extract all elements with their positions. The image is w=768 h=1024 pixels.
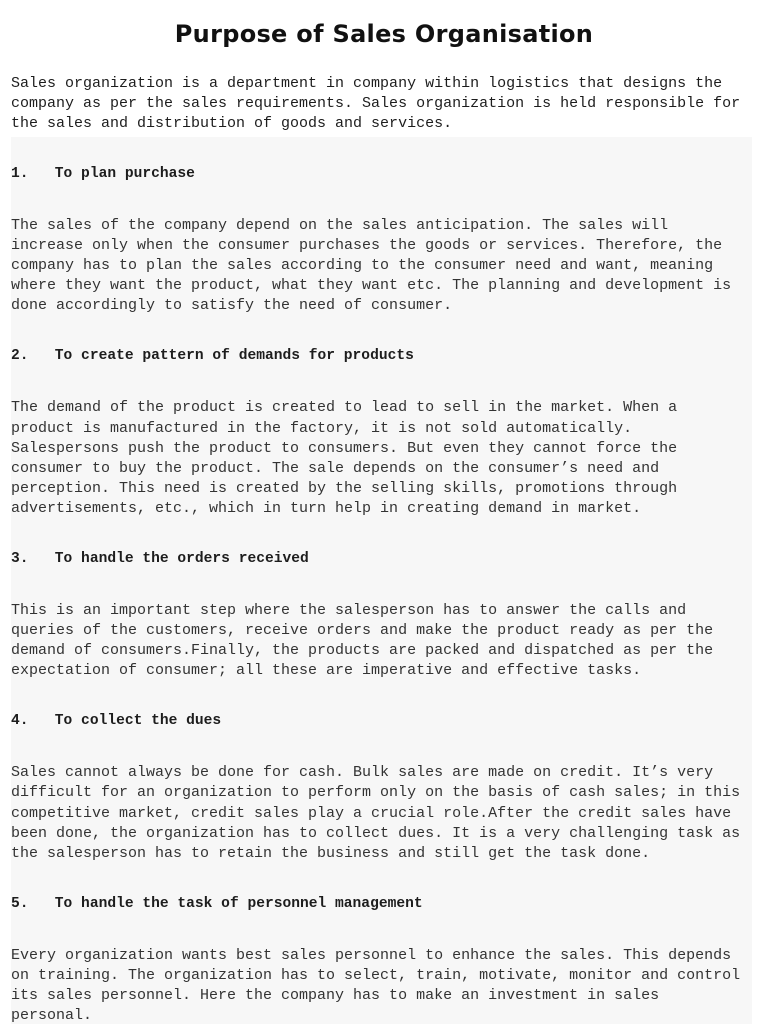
- section-heading: 3. To handle the orders received: [11, 551, 309, 567]
- section-plan-purchase: [11, 164, 761, 316]
- section-body: The demand of the product is created to lead to sell in the market. When a product is manufactured in the factory, it is not sold automatically. Salespersons push the product to consumers. But even they cannot force the consumer to buy the product. The sale depends on the consumer’s need and perception. This need is created by the selling skills, promotions through advertisements, etc., which in turn help in creating demand in market.: [11, 399, 678, 517]
- section-heading: 4. To collect the dues: [11, 713, 222, 730]
- section-body: Sales cannot always be done for cash. Bulk sales are made on credit. It’s very difficult for an organization to perform only on the basis of cash sales; in this competitive market, credit sales play a crucial role.After the credit sales have been done, the organization has to collect dues. It is a very challenging task as the salesperson has to retain the business and still get the task done.: [11, 764, 741, 862]
- page-title: Purpose of Sales Organisation: [174, 20, 594, 48]
- section-heading: 5. To handle the task of personnel management: [11, 895, 423, 912]
- section-collect-dues: [11, 711, 761, 863]
- sections-list: [11, 164, 761, 1024]
- section-body: This is an important step where the salesperson has to answer the calls and queries of the customers, receive orders and make the product ready as per the demand of consumers.Finally, the products are packed and dispatched as per the expectation of consumer; all these are imperative and effective tasks.: [11, 601, 714, 680]
- section-body: Every organization wants best sales personnel to enhance the sales. This depends on training. The organization has to select, train, motivate, monitor and control its sales personnel. Here the company has to make an investment in sales personal.: [11, 946, 741, 1024]
- intro-paragraph: Sales organization is a department in company within logistics that designs the company as per the sales requirements. Sales organization is held responsible for the sales and distribution of goods and services.: [11, 75, 741, 133]
- section-heading: 1. To plan purchase: [11, 166, 195, 182]
- section-body: The sales of the company depend on the sales anticipation. The sales will increase only when the consumer purchases the goods or services. Therefore, the company has to plan the sales according to the consumer need and want, meaning where they want the product, what they want etc. The planning and development is done accordingly to satisfy the need of consumer.: [11, 216, 732, 315]
- section-personnel-management: [11, 894, 761, 1024]
- section-create-demand: [11, 346, 761, 519]
- section-handle-orders: [11, 549, 761, 681]
- section-heading: 2. To create pattern of demands for products: [11, 348, 414, 365]
